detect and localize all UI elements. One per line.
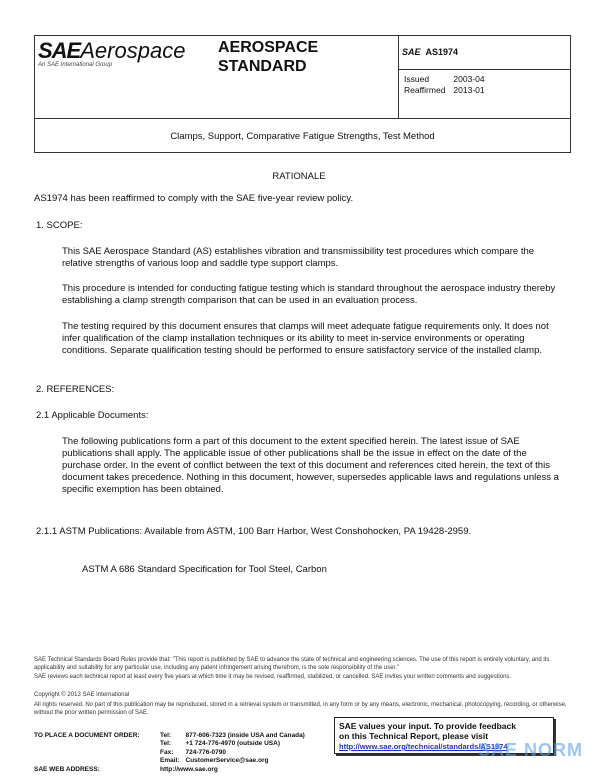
watermark-logo: SAE NORM xyxy=(478,740,584,760)
doc-number: SAE AS1974 xyxy=(402,47,459,57)
sae-aerospace-logo: SAEAerospace xyxy=(38,38,186,63)
feedback-text: on this Technical Report, please visit xyxy=(339,731,489,741)
rationale-text: AS1974 has been reaffirmed to comply with the SAE five-year review policy. xyxy=(34,193,354,204)
applicable-documents-text: The following publications form a part of this document to the extent specified herein. The latest issue of SAE publications shall apply. The applicable issue of other publications shall be the issue in effect on the date of the purchase order. In the event of conflict between the text of this document and references cited herein, the text of this document takes precedence. Nothing in this document, however, supersedes applicable laws and regulations unless a specific exemption has been obtained. xyxy=(62,436,559,495)
footer-rules: SAE Technical Standards Board Rules provide that: "This report is published by SAE to advance the state of technical and engineering sciences. The use of this report is entirely voluntary, and its applicability and suitability for any particular use, including any patent infringement arising therefrom, is the sole responsibility of the user." xyxy=(34,657,550,671)
rationale-heading: RATIONALE xyxy=(272,171,326,182)
divider xyxy=(398,69,571,70)
footer-review: SAE reviews each technical report at least every five years at which time it may be revised, reaffirmed, stabilized, or cancelled. SAE invites your written comments and suggestions. xyxy=(34,674,512,680)
footer-copyright: Copyright © 2013 SAE International xyxy=(34,692,130,698)
scope-paragraph: This SAE Aerospace Standard (AS) establishes vibration and transmissibility test procedures which compare the relative strengths of various loop and saddle type support clamps. xyxy=(62,246,535,269)
astm-item: ASTM A 686 Standard Specification for Tool Steel, Carbon xyxy=(82,564,327,575)
divider xyxy=(398,35,399,118)
standard-type: AEROSPACE STANDARD xyxy=(218,39,319,75)
references-heading: 2. REFERENCES: xyxy=(36,384,115,395)
scope-heading: 1. SCOPE: xyxy=(36,220,83,231)
feedback-text: SAE values your input. To provide feedback xyxy=(339,721,516,731)
scope-paragraph: This procedure is intended for conducting fatigue testing which is standard throughout the aerospace industry thereby establishing a clamp strength comparison that can be used in an evaluation process. xyxy=(62,283,556,306)
footer-rights: All rights reserved. No part of this publication may be reproduced, stored in a retrieval system or transmitted, in any form or by any means, electronic, mechanical, photocopying, recording, or otherwise, without the prior written permission of SAE. xyxy=(34,702,567,716)
doc-dates: Issued 2003-04 Reaffirmed 2013-01 xyxy=(404,74,485,95)
sae-logo: SAE xyxy=(402,47,421,57)
document-title: Clamps, Support, Comparative Fatigue Strengths, Test Method xyxy=(170,131,435,142)
feedback-link[interactable]: http://www.sae.org/technical/standards/AS1974 xyxy=(339,742,508,751)
astm-heading: 2.1.1 ASTM Publications: Available from ASTM, 100 Barr Harbor, West Conshohocken, PA 19428-2959. xyxy=(36,526,472,537)
divider xyxy=(34,118,571,119)
logo-tagline: An SAE International Group xyxy=(38,62,113,68)
applicable-documents-heading: 2.1 Applicable Documents: xyxy=(36,410,149,421)
scope-paragraph: The testing required by this document ensures that clamps will meet adequate fatigue requirements only. It does not infer qualification of the clamp installation techniques or its ability to meet in-service environments or operating conditions. Separate qualification testing should be performed to ensure satisfactory service of the installed clamp. xyxy=(62,321,549,356)
order-info: TO PLACE A DOCUMENT ORDER: Tel: 877-606-7323 (inside USA and Canada) Tel: +1 724-776-4970 (outside USA) Fax: 724-776-0790 Email: CustomerService@sae.org SAE WEB ADDRESS: http://www.sae.org xyxy=(34,732,305,773)
